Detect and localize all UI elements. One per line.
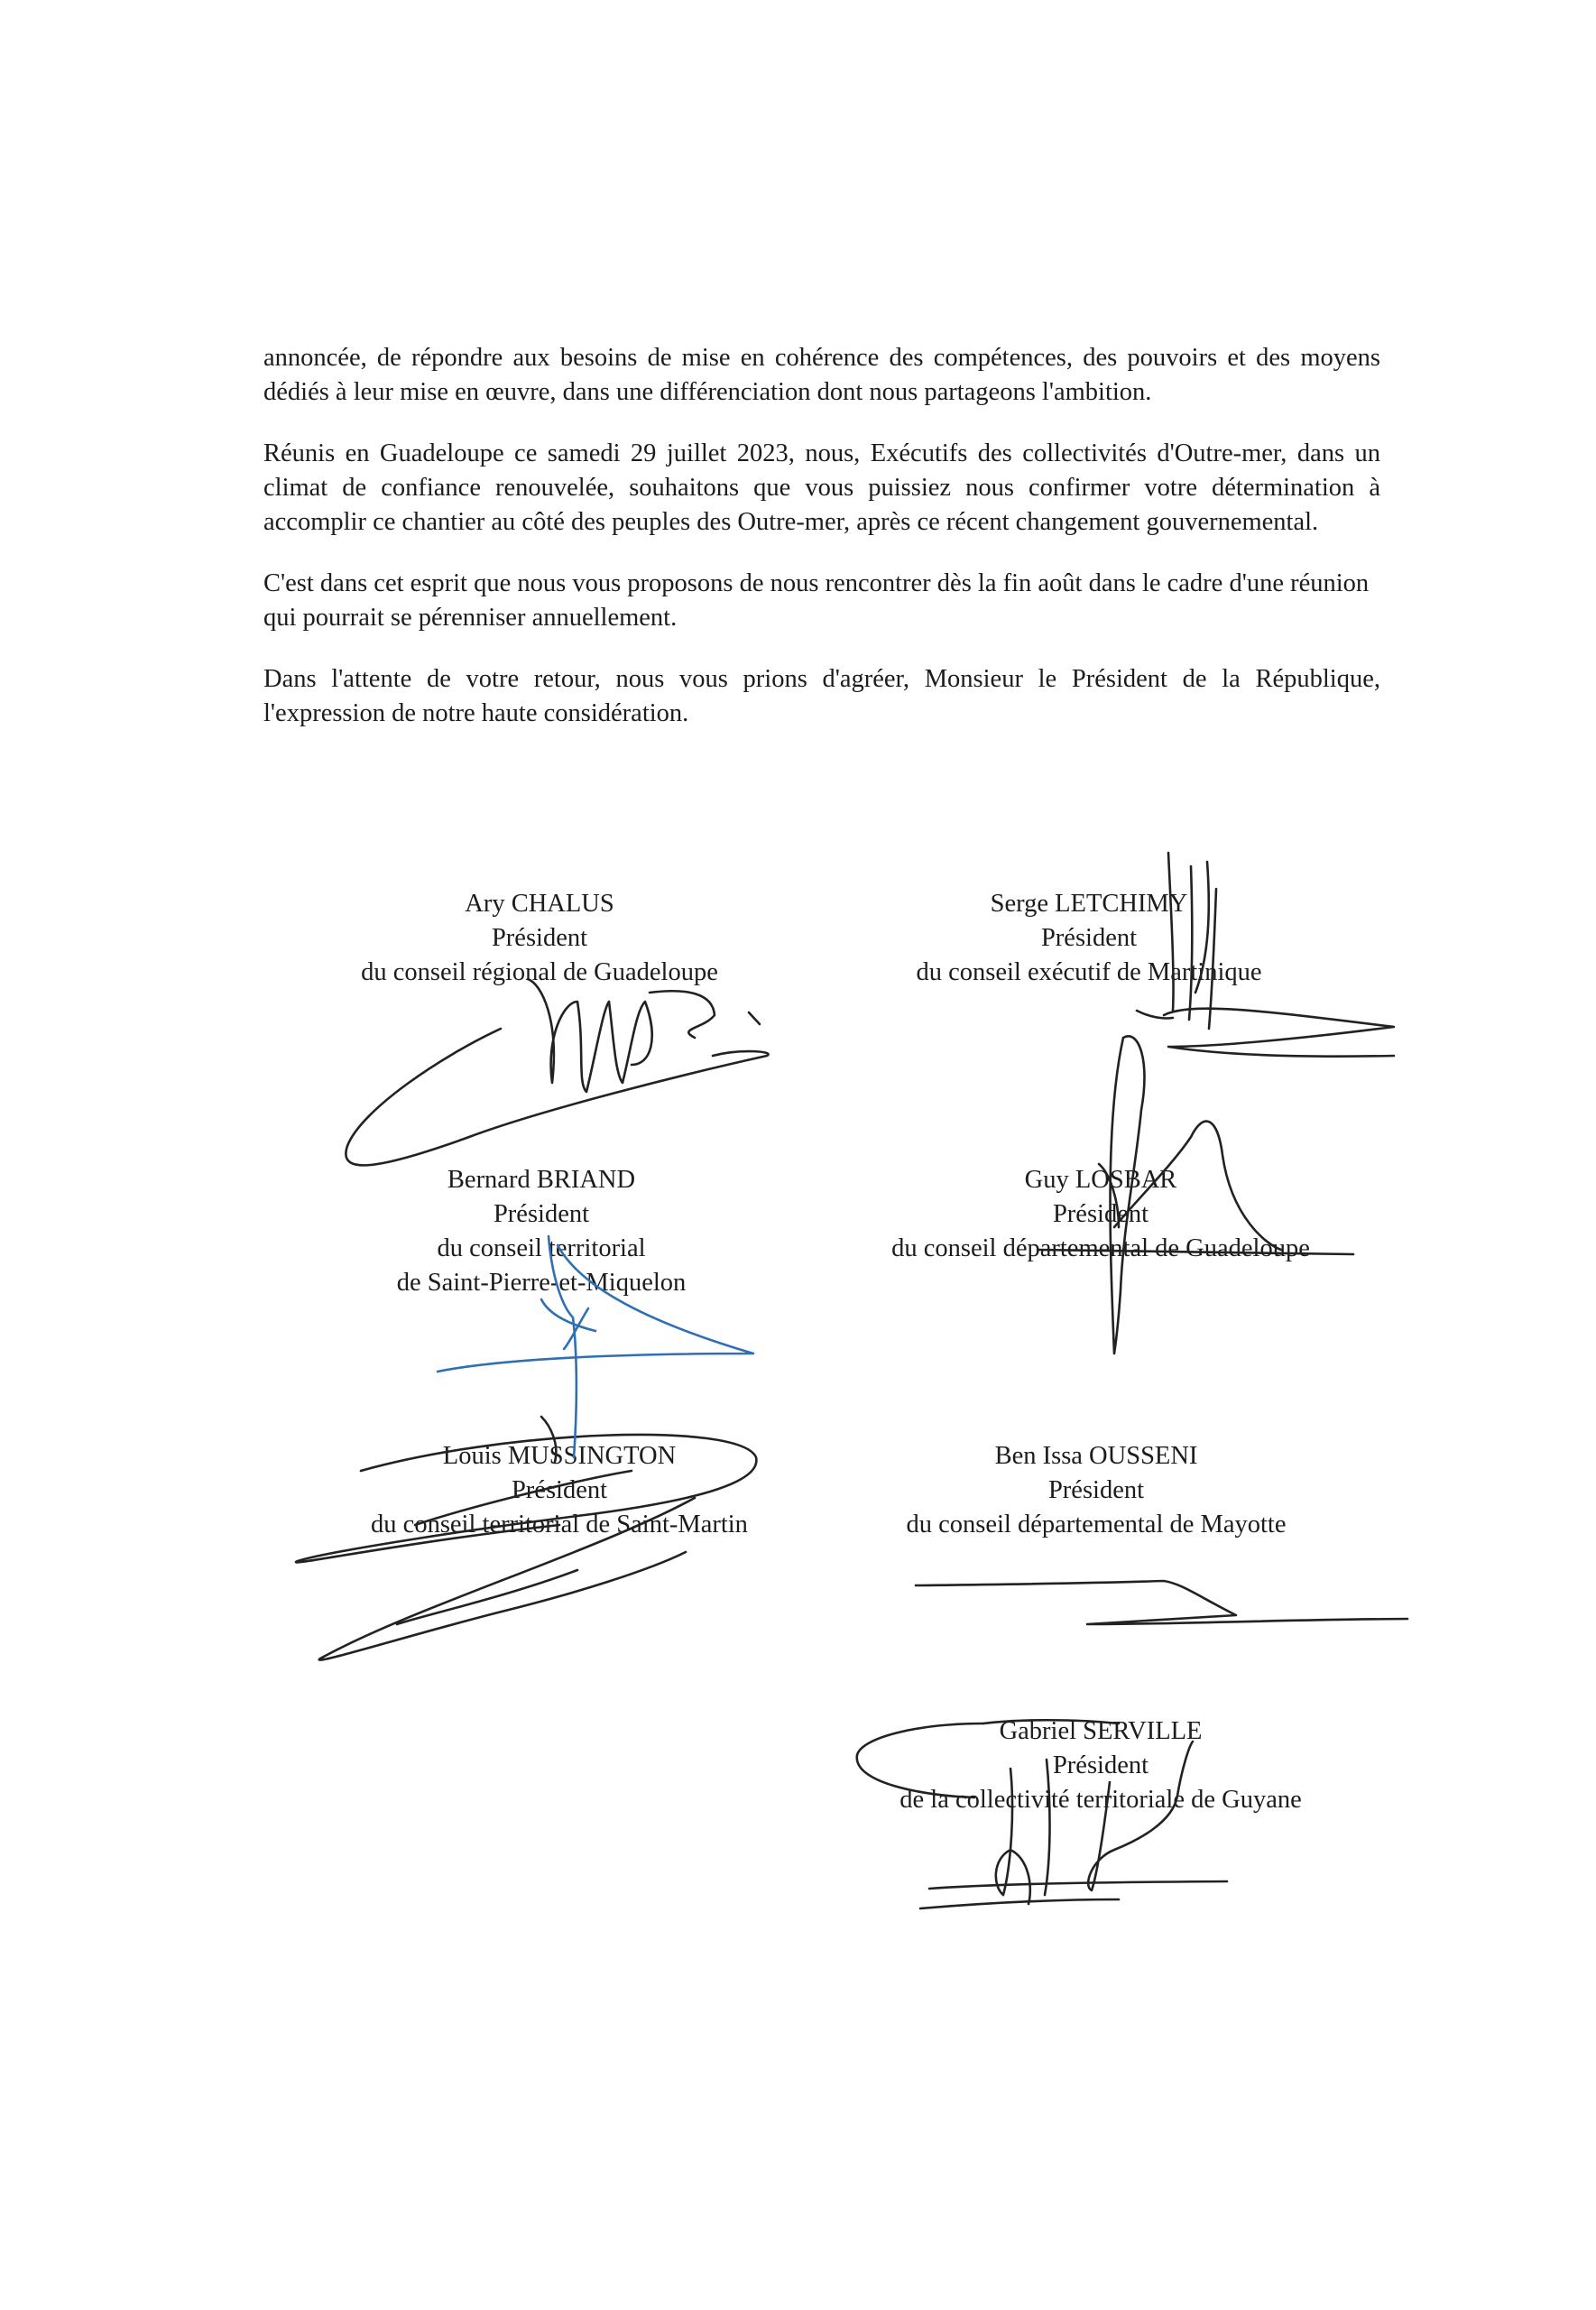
signatory-body: du conseil territorial	[437, 1234, 646, 1262]
signatory-title: Président	[511, 1476, 608, 1504]
signatory-body: du conseil départemental de Mayotte	[906, 1511, 1287, 1538]
signatory-ousseni	[862, 1439, 1331, 1542]
signatory-title: Président	[1047, 1476, 1145, 1504]
signatory-body: de la collectivité territoriale de Guyane	[899, 1786, 1302, 1814]
paragraph-2: Réunis en Guadeloupe ce samedi 29 juillet 2023, nous, Exécutifs des collectivités d'Outre-mer, dans un climat de confiance renouvelée, souhaitons que vous puissiez nous confirmer votre détermination à accomplir ce chantier au côté des peuples des Outre-mer, après ce récent changement gouvernemental.	[263, 439, 1380, 536]
signatory-chalus	[332, 887, 747, 990]
letter-body	[263, 341, 1380, 758]
signatory-serville	[857, 1714, 1344, 1817]
signatory-briand	[361, 1163, 722, 1300]
signatory-title: Président	[493, 1200, 590, 1228]
paragraph-1: annoncée, de répondre aux besoins de mise en cohérence des compétences, des pouvoirs et des moyens dédiés à leur mise en œuvre, dans une différenciation dont nous partageons l'ambition.	[263, 344, 1380, 406]
signatory-body: du conseil départemental de Guadeloupe	[891, 1234, 1310, 1262]
signatory-title: Président	[1052, 1200, 1149, 1228]
paragraph-3: C'est dans cet esprit que nous vous proposons de nous rencontrer dès la fin août dans le cadre d'une réunion qui pourrait se pérenniser annuellement.	[263, 569, 1370, 632]
signatory-name: Ben Issa OUSSENI	[994, 1442, 1198, 1470]
paragraph-4: Dans l'attente de votre retour, nous vous prions d'agréer, Monsieur le Président de la République, l'expression de notre haute considération.	[263, 665, 1380, 727]
signatory-mussington	[343, 1439, 776, 1542]
signature-ousseni	[916, 1581, 1407, 1624]
signatory-title: Président	[491, 924, 588, 952]
signatory-body: du conseil régional de Guadeloupe	[361, 958, 718, 986]
signatory-body: du conseil territorial de Saint-Martin	[371, 1511, 748, 1538]
signatory-title: Président	[1052, 1751, 1149, 1779]
signatory-name: Louis MUSSINGTON	[442, 1442, 677, 1470]
signatory-name: Ary CHALUS	[465, 890, 614, 918]
signatory-body-line2: de Saint-Pierre-et-Miquelon	[396, 1269, 687, 1297]
signatory-name: Bernard BRIAND	[447, 1166, 636, 1194]
signatory-name: Serge LETCHIMY	[990, 890, 1188, 918]
signatory-name: Gabriel SERVILLE	[999, 1717, 1203, 1745]
signature-chalus	[346, 979, 768, 1165]
signatory-body: du conseil exécutif de Martinique	[916, 958, 1262, 986]
signatory-name: Guy LOSBAR	[1024, 1166, 1177, 1194]
signatory-title: Président	[1040, 924, 1138, 952]
signatory-letchimy	[868, 887, 1310, 990]
signatory-losbar	[848, 1163, 1353, 1266]
